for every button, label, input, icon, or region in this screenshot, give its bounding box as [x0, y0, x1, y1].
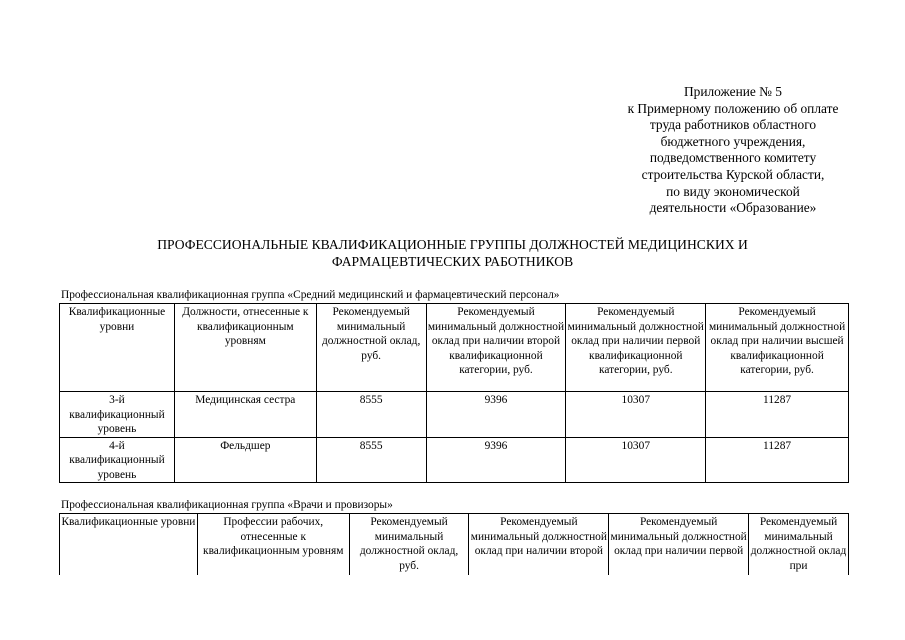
- appendix-line: строительства Курской области,: [641, 166, 825, 182]
- header-cell: Профессии рабочих, отнесенные к квалификационным уровням: [197, 514, 349, 576]
- header-cell: Рекомендуемый минимальный должностной оклад при наличии первой квалификационной категории, руб.: [566, 304, 706, 392]
- table-cell: 9396: [426, 392, 566, 438]
- appendix-line: подведомственного комитету: [649, 150, 817, 166]
- table-cell: Медицинская сестра: [174, 392, 316, 438]
- title-line: ФАРМАЦЕВТИЧЕСКИХ РАБОТНИКОВ: [331, 253, 574, 269]
- appendix-line: труда работников областного: [649, 117, 817, 133]
- title-line: ПРОФЕССИОНАЛЬНЫЕ КВАЛИФИКАЦИОННЫЕ ГРУППЫ ДОЛЖНОСТЕЙ МЕДИЦИНСКИХ И: [157, 237, 748, 252]
- header-cell: Квалификационные уровни: [60, 514, 198, 576]
- header-cell: Рекомендуемый минимальный должностной оклад при наличии первой: [609, 514, 749, 576]
- header-cell: Рекомендуемый минимальный должностной оклад, руб.: [349, 514, 469, 576]
- header-cell: Рекомендуемый минимальный должностной оклад при наличии второй квалификационной категории, руб.: [426, 304, 566, 392]
- table-cell: 11287: [706, 437, 849, 483]
- header-cell: Рекомендуемый минимальный должностной оклад при наличии высшей квалификационной категории, руб.: [706, 304, 849, 392]
- appendix-line: к Примерному положению об оплате: [627, 100, 839, 116]
- header-cell: Рекомендуемый минимальный должностной оклад при: [749, 514, 849, 576]
- table-header-row: [60, 514, 849, 576]
- table-cell: 10307: [566, 437, 706, 483]
- header-cell: Рекомендуемый минимальный должностной оклад, руб.: [316, 304, 426, 392]
- table-cell: 8555: [316, 437, 426, 483]
- table-cell: 4-й квалификационный уровень: [60, 437, 175, 483]
- appendix-line: деятельности «Образование»: [649, 200, 817, 216]
- appendix-line: по виду экономической: [666, 183, 800, 199]
- table-cell: Фельдшер: [174, 437, 316, 483]
- group2-table: [59, 513, 849, 575]
- table-cell: 10307: [566, 392, 706, 438]
- table-cell: 8555: [316, 392, 426, 438]
- header-cell: Рекомендуемый минимальный должностной оклад при наличии второй: [469, 514, 609, 576]
- appendix-line: бюджетного учреждения,: [660, 133, 806, 149]
- group1-caption: Профессиональная квалификационная группа «Средний медицинский и фармацевтический персонал»: [61, 289, 560, 301]
- table-cell: 3-й квалификационный уровень: [60, 392, 175, 438]
- header-cell: Квалификационные уровни: [60, 304, 175, 392]
- table-cell: 11287: [706, 392, 849, 438]
- appendix-line: Приложение № 5: [683, 84, 783, 99]
- table-cell: 9396: [426, 437, 566, 483]
- header-cell: Должности, отнесенные к квалификационным уровням: [174, 304, 316, 392]
- group2-caption: Профессиональная квалификационная группа «Врачи и провизоры»: [61, 499, 393, 511]
